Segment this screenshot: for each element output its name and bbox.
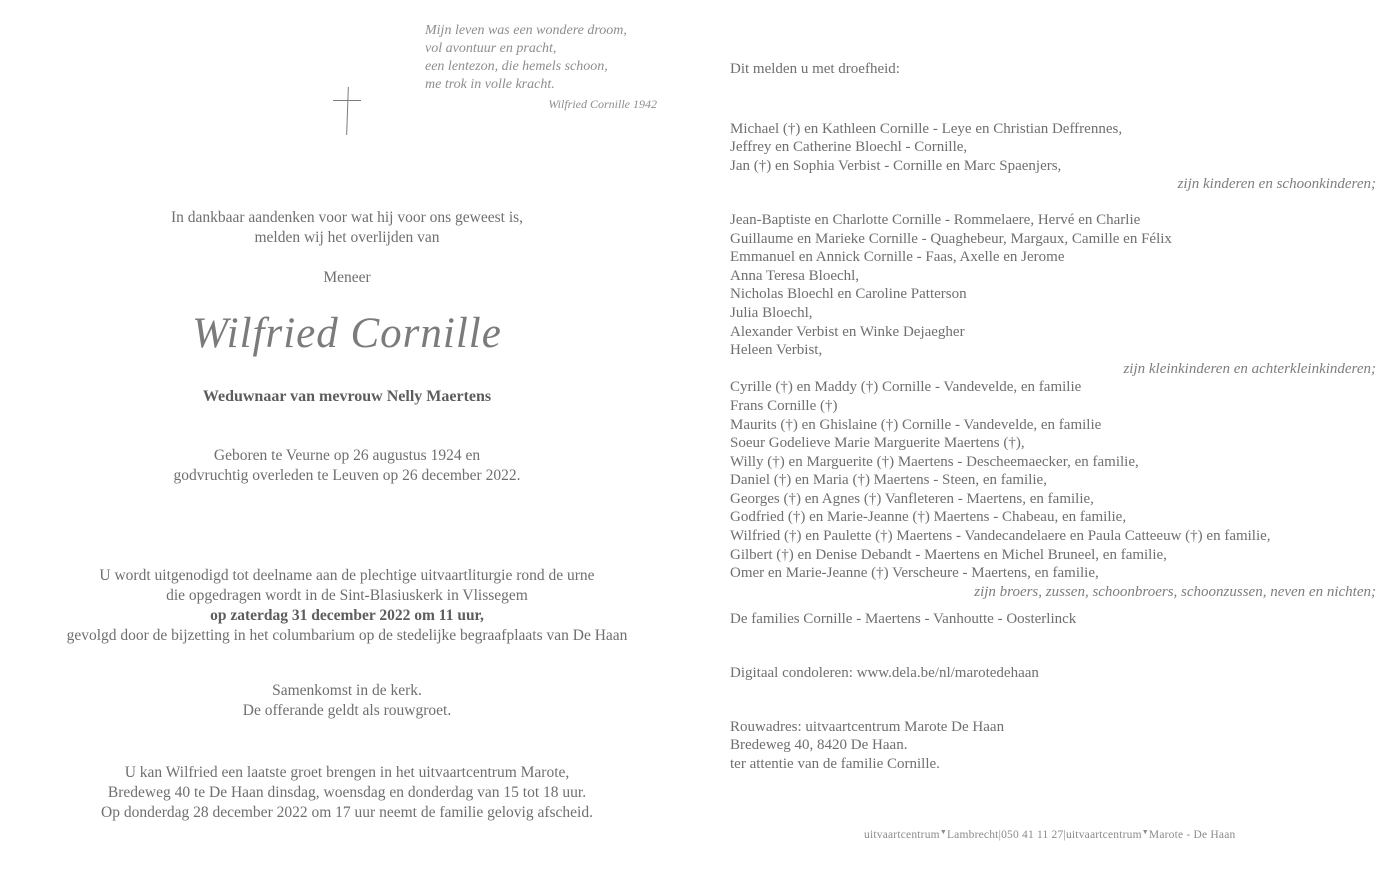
- family-member-line: Omer en Marie-Jeanne (†) Verscheure - Maertens, en familie,: [730, 565, 1099, 582]
- family-member-line: Heleen Verbist,: [730, 342, 823, 359]
- brand-triangle-icon: ▼: [1141, 828, 1149, 836]
- grandchildren-caption: zijn kleinkinderen en achterkleinkinderen;: [1123, 360, 1376, 377]
- announcement-intro: [40, 208, 654, 248]
- family-member-line: Daniel (†) en Maria (†) Maertens - Steen, en familie,: [730, 472, 1047, 489]
- mourning-address-line: Bredeweg 40, 8420 De Haan.: [730, 737, 908, 754]
- family-member-line: Jan (†) en Sophia Verbist - Cornille en Marc Spaenjers,: [730, 157, 1062, 174]
- footer-phone: 050 41 11 27: [1001, 829, 1064, 841]
- family-member-line: Willy (†) en Marguerite (†) Maertens - Descheemaecker, en familie,: [730, 453, 1139, 470]
- service-line: U wordt uitgenodigd tot deelname aan de plechtige uitvaartliturgie rond de urne: [99, 567, 595, 584]
- grandchildren-list: [730, 211, 1376, 360]
- family-member-line: Jeffrey en Catherine Bloechl - Cornille,: [730, 139, 968, 156]
- family-member-line: Anna Teresa Bloechl,: [730, 267, 860, 284]
- footer-name: Marote - De Haan: [1148, 829, 1236, 841]
- siblings-list: [730, 378, 1376, 583]
- footer-name: Lambrecht: [946, 829, 999, 841]
- born-line: Geboren te Veurne op 26 augustus 1924 en: [213, 447, 481, 464]
- family-member-line: Maurits (†) en Ghislaine (†) Cornille - Vandevelde, en familie: [730, 416, 1102, 433]
- family-header: Dit melden u met droefheid:: [730, 61, 900, 77]
- visitation-line: Bredeweg 40 te De Haan dinsdag, woensdag en donderdag van 15 tot 18 uur.: [107, 784, 587, 801]
- family-member-line: Jean-Baptiste en Charlotte Cornille - Rommelaere, Hervé en Charlie: [730, 211, 1141, 228]
- condolences-line: Digitaal condoleren: www.dela.be/nl/marotedehaan: [730, 665, 1039, 682]
- poem-line: vol avontuur en pracht,: [425, 41, 557, 56]
- salutation: Meneer: [323, 269, 371, 286]
- memorial-poem: [425, 22, 657, 113]
- mourning-address-line: Rouwadres: uitvaartcentrum Marote De Haan: [730, 718, 1005, 735]
- funeral-home-footer: [864, 828, 1235, 841]
- children-caption: zijn kinderen en schoonkinderen;: [1177, 176, 1376, 193]
- funeral-service-info: [40, 566, 654, 646]
- brand-triangle-icon: ▼: [939, 828, 947, 836]
- footer-separator: |: [998, 829, 1002, 841]
- family-member-line: Julia Bloechl,: [730, 304, 813, 321]
- footer-separator: |: [1063, 829, 1066, 841]
- family-member-line: Soeur Godelieve Marie Marguerite Maertens (†),: [730, 435, 1025, 452]
- family-member-line: Gilbert (†) en Denise Debandt - Maertens en Michel Bruneel, en familie,: [730, 546, 1167, 563]
- deceased-name: Wilfried Cornille: [192, 310, 502, 357]
- family-member-line: Nicholas Bloechl en Caroline Patterson: [730, 286, 967, 303]
- family-member-line: Godfried (†) en Marie-Jeanne (†) Maertens - Chabeau, en familie,: [730, 509, 1127, 526]
- footer-brand: uitvaartcentrum: [1065, 829, 1142, 841]
- family-member-line: Frans Cornille (†): [730, 397, 838, 414]
- family-announcement-column: [730, 60, 1376, 773]
- family-member-line: Cyrille (†) en Maddy (†) Cornille - Vandevelde, en familie: [730, 379, 1082, 396]
- life-dates: [40, 446, 654, 486]
- widower-line: Weduwnaar van mevrouw Nelly Maertens: [202, 388, 492, 405]
- mourning-address-line: ter attentie van de familie Cornille.: [730, 755, 940, 772]
- family-member-line: Emmanuel en Annick Cornille - Faas, Axelle en Jerome: [730, 249, 1065, 266]
- footer-brand: uitvaartcentrum: [864, 829, 940, 841]
- family-member-line: Michael (†) en Kathleen Cornille - Leye en Christian Deffrennes,: [730, 120, 1123, 137]
- poem-line: een lentezon, die hemels schoon,: [425, 59, 608, 74]
- service-date-line: op zaterdag 31 december 2022 om 11 uur,: [210, 607, 484, 624]
- poem-attribution: Wilfried Cornille 1942: [548, 97, 657, 111]
- visitation-line: U kan Wilfried een laatste groet brengen in het uitvaartcentrum Marote,: [124, 764, 570, 781]
- poem-line: Mijn leven was een wondere droom,: [425, 23, 627, 38]
- family-member-line: Georges (†) en Agnes (†) Vanfleteren - Maertens, en familie,: [730, 490, 1094, 507]
- service-line: gevolgd door de bijzetting in het columbarium op de stedelijke begraafplaats van De Haan: [66, 627, 628, 644]
- poem-line: me trok in volle kracht.: [425, 77, 555, 92]
- visitation-info: [40, 763, 654, 823]
- gathering-line: Samenkomst in de kerk.: [272, 682, 422, 699]
- visitation-line: Op donderdag 28 december 2022 om 17 uur neemt de familie gelovig afscheid.: [101, 804, 593, 821]
- families-line: De families Cornille - Maertens - Vanhoutte - Oosterlinck: [730, 611, 1077, 628]
- gathering-line: De offerande geldt als rouwgroet.: [242, 702, 452, 719]
- family-member-line: Guillaume en Marieke Cornille - Quaghebeur, Margaux, Camille en Félix: [730, 230, 1172, 247]
- family-member-line: Alexander Verbist en Winke Dejaegher: [730, 323, 965, 340]
- intro-line: melden wij het overlijden van: [254, 229, 440, 246]
- family-member-line: Wilfried (†) en Paulette (†) Maertens - Vandecandelaere en Paula Catteeuw (†) en familie,: [730, 528, 1271, 545]
- died-line: godvruchtig overleden te Leuven op 26 december 2022.: [173, 467, 521, 484]
- service-line: die opgedragen wordt in de Sint-Blasiuskerk in Vlissegem: [166, 587, 528, 604]
- intro-line: In dankbaar aandenken voor wat hij voor ons geweest is,: [170, 209, 524, 226]
- siblings-caption: zijn broers, zussen, schoonbroers, schoonzussen, neven en nichten;: [974, 583, 1376, 600]
- mourning-address: [730, 718, 1376, 774]
- gathering-info: [40, 681, 654, 721]
- children-list: [730, 120, 1376, 176]
